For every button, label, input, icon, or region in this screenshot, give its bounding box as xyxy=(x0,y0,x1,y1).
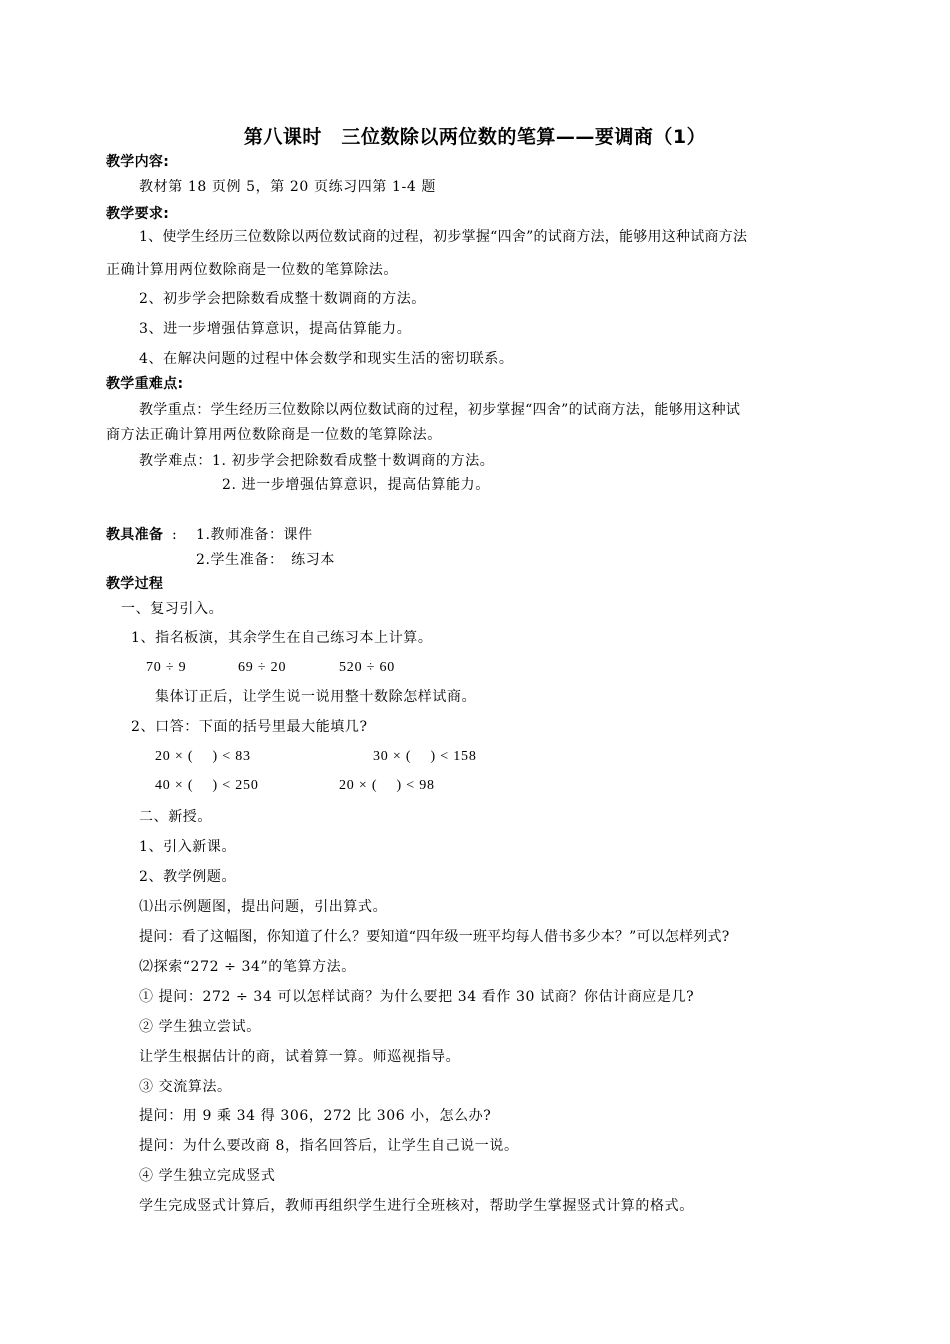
example-step-1-question: 提问：看了这幅图，你知道了什么？要知道“四年级一班平均每人借书多少本？”可以怎样列式? xyxy=(139,929,730,945)
step-circle-1: ① 提问：272 ÷ 34 可以怎样试商？为什么要把 34 看作 30 试商？你估计商应是几? xyxy=(139,989,695,1005)
key-points-heading: 教学重难点: xyxy=(106,376,184,392)
review-item-1: 1、指名板演，其余学生在自己练习本上计算。 xyxy=(131,630,433,646)
exercise-3: 40 × ( ) < 250 xyxy=(155,778,259,793)
step-circle-3: ③ 交流算法。 xyxy=(139,1079,232,1095)
tools-heading-colon: : xyxy=(172,527,178,543)
teaching-focus-line-1: 教学重点：学生经历三位数除以两位数试商的过程，初步掌握“四舍”的试商方法，能够用这种试 xyxy=(139,402,741,418)
page-title: 第八课时 三位数除以两位数的笔算——要调商（1） xyxy=(243,126,707,148)
teacher-preparation: 1.教师准备：课件 xyxy=(196,527,313,543)
requirement-3: 3、进一步增强估算意识，提高估算能力。 xyxy=(139,321,412,337)
content-heading: 教学内容: xyxy=(106,154,170,170)
step-circle-3-question-1: 提问：用 9 乘 34 得 306，272 比 306 小，怎么办? xyxy=(139,1108,492,1124)
requirement-1-line-2: 正确计算用两位数除商是一位数的笔算除法。 xyxy=(106,262,398,278)
new-lesson-item-2: 2、教学例题。 xyxy=(139,869,237,885)
student-preparation: 2.学生准备： 练习本 xyxy=(196,552,335,568)
requirement-1-line-1: 1、使学生经历三位数除以两位数试商的过程，初步掌握“四舍”的试商方法，能够用这种试商方法 xyxy=(139,229,748,245)
requirements-heading: 教学要求: xyxy=(106,206,170,222)
new-lesson-item-1: 1、引入新课。 xyxy=(139,839,237,855)
example-step-2: ⑵探索“272 ÷ 34”的笔算方法。 xyxy=(139,959,356,975)
section-new-lesson: 二、新授。 xyxy=(139,809,212,825)
teaching-focus-line-2: 商方法正确计算用两位数除商是一位数的笔算除法。 xyxy=(106,427,442,443)
review-note: 集体订正后，让学生说一说用整十数除怎样试商。 xyxy=(155,689,477,705)
step-circle-2-note: 让学生根据估计的商，试着算一算。师巡视指导。 xyxy=(139,1049,461,1065)
section-review: 一、复习引入。 xyxy=(121,601,224,617)
calc-3: 520 ÷ 60 xyxy=(339,660,396,675)
step-circle-3-question-2: 提问：为什么要改商 8，指名回答后，让学生自己说一说。 xyxy=(139,1138,519,1154)
tools-heading: 教具准备 xyxy=(106,527,164,543)
review-item-2: 2、口答：下面的括号里最大能填几? xyxy=(131,719,368,735)
example-step-1: ⑴出示例题图，提出问题，引出算式。 xyxy=(139,899,388,915)
calc-1: 70 ÷ 9 xyxy=(146,660,187,675)
exercise-1: 20 × ( ) < 83 xyxy=(155,749,251,764)
teaching-difficulty-line-1: 教学难点：1. 初步学会把除数看成整十数调商的方法。 xyxy=(139,453,495,469)
step-circle-4-note: 学生完成竖式计算后，教师再组织学生进行全班核对，帮助学生掌握竖式计算的格式。 xyxy=(139,1198,694,1214)
teaching-difficulty-line-2: 2. 进一步增强估算意识，提高估算能力。 xyxy=(222,477,490,493)
content-text: 教材第 18 页例 5，第 20 页练习四第 1-4 题 xyxy=(139,179,437,195)
step-circle-2: ② 学生独立尝试。 xyxy=(139,1019,261,1035)
requirement-4: 4、在解决问题的过程中体会数学和现实生活的密切联系。 xyxy=(139,351,514,367)
requirement-2: 2、初步学会把除数看成整十数调商的方法。 xyxy=(139,291,426,307)
calc-2: 69 ÷ 20 xyxy=(238,660,287,675)
step-circle-4: ④ 学生独立完成竖式 xyxy=(139,1168,276,1184)
process-heading: 教学过程 xyxy=(106,576,164,592)
exercise-2: 30 × ( ) < 158 xyxy=(373,749,477,764)
exercise-4: 20 × ( ) < 98 xyxy=(339,778,435,793)
